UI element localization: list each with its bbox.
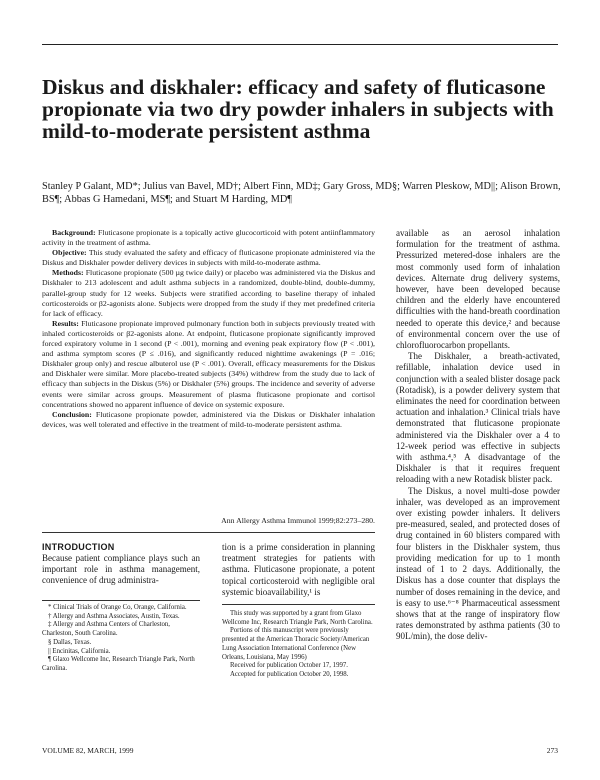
received-date: Received for publication October 17, 1997.: [230, 662, 348, 670]
article-title: Diskus and diskhaler: efficacy and safety of fluticasone propionate via two dry powder inhalers in subjects with mild-to-moderate persistent asthma: [42, 75, 554, 143]
background-label: Background:: [52, 228, 96, 237]
journal-citation: Ann Allergy Asthma Immunol 1999;82:273–280.: [221, 516, 375, 525]
abstract-rule: [42, 532, 375, 533]
body-paragraph: The Diskhaler, a breath-activated, refillable, inhalation device used in conjunction with a sealed blister dosage pack (Rotadisk), is a powder delivery system that eliminates the need for coordination between actuation and inhalation.³ Clinical trials have demonstrated that fluticasone propionate administered via the Diskhaler over a 4 to 12-week period was effective in subjects with asthma.⁴,⁵ A disadvantage of the Diskhaler is that it requires frequent reloading with a new Rotadisk blister pack.: [396, 351, 560, 485]
funding-notes: [222, 610, 375, 680]
affiliation-note: † Allergy and Asthma Associates, Austin, Texas.: [48, 612, 180, 620]
objective-label: Objective:: [52, 248, 87, 258]
abstract-methods: [42, 268, 375, 318]
methods-text: Fluticasone propionate (500 µg twice daily) or placebo was administered via the Diskus and Diskhaler to 213 adolescent and adult asthma subjects in a randomized, double-blind, double-dummy, parallel-group study for 12 weeks. Subjects were stratified according to baseline therapy of inhaled corticosteroids or β2-agonists alone. Subjects were dropped from the study if they met predefined criteria for lack of efficacy.: [42, 268, 375, 318]
abstract-background: [42, 228, 375, 248]
top-rule: [42, 44, 558, 45]
results-label: Results:: [52, 318, 79, 328]
body-paragraph: available as an aerosol inhalation formulation for the treatment of asthma. Pressurized metered-dose inhalers are the most commonly used form of inhalation devices. Alternate drug delivery systems, however, have been developed because children and the elderly have encountered difficulties with the hand-breath coordination needed to operate this device,² and because of environmental concern over the use of chlorofluorocarbon propellants.: [396, 228, 560, 351]
affiliation-rule: [42, 600, 200, 601]
body-right-column: [396, 228, 560, 643]
accepted-date: Accepted for publication October 20, 1998.: [230, 670, 349, 678]
affiliation-note: || Encinitas, California.: [48, 647, 111, 655]
body-paragraph: The Diskus, a novel multi-dose powder inhaler, was developed as an improvement over existing powder inhalers. It delivers pre-measured, sealed, and protected doses of drug contained in 60 blisters compared with four blisters in the Diskhaler system, thus providing medication for up to 1 month instead of 1 to 2 days. Additionally, the Diskus has a dose counter that displays the number of doses remaining in the device, and is easy to use.⁶⁻⁸ Pharmaceutical assessment shows that at the range of inspiratory flow rates demonstrated by asthma patients (30 to 90L/min), the dose deliv-: [396, 485, 560, 642]
affiliation-note: § Dallas, Texas.: [48, 638, 92, 646]
background-text: Fluticasone propionate is a topically active glucocorticoid with potent antiinflammatory activity in the treatment of asthma.: [42, 228, 376, 248]
abstract: [42, 228, 375, 430]
presentation-note: Portions of this manuscript were previously presented at the American Thoracic Society/American Lung Association International Conference (New Orleans, Louisiana, May 1996): [222, 627, 370, 661]
methods-label: Methods:: [52, 268, 84, 278]
funding-rule: [222, 604, 375, 605]
objective-text: This study evaluated the safety and efficacy of fluticasone propionate administered via the Diskus and Diskhaler powder delivery devices in subjects with mild-to-moderate asthma.: [42, 248, 375, 268]
volume-info: VOLUME 82, MARCH, 1999: [42, 746, 134, 755]
results-text: Fluticasone propionate improved pulmonary function both in subjects previously treated with inhaled corticosteroids or β2-agonists alone. At endpoint, fluticasone propionate significantly improved forced expiratory volume in 1 second (P < .001), morning and evening peak expiratory flow (P < .001), and asthma symptom scores (P ≤ .016), and significantly reduced nighttime awakenings (P = .016; Diskhaler group only) and rescue albuterol use (P < .001). Overall, efficacy measurements for the Diskus and Diskhaler were similar. More placebo-treated subjects (34%) withdrew from the study due to lack of efficacy than subjects in the Diskus (5%) or Diskhaler (5%) groups. The incidence and severity of adverse events were similar across groups. Measurement of plasma fluticasone propionate and cortisol concentrations showed no apparent influence of device on systemic exposure.: [42, 318, 375, 409]
affiliation-note: ¶ Glaxo Wellcome Inc, Research Triangle Park, North Carolina.: [42, 656, 195, 672]
conclusion-text: Fluticasone propionate powder, administered via the Diskus or Diskhaler inhalation devices, was well tolerated and effective in the treatment of mild-to-moderate persistent asthma.: [42, 409, 375, 429]
abstract-conclusion: [42, 410, 375, 430]
intro-text-a: Because patient compliance plays such an important role in asthma management, convenience of drug administra-: [42, 553, 200, 586]
affiliation-footnotes: [42, 604, 200, 674]
intro-text-b: tion is a prime consideration in planning treatment strategies for patients with asthma. Fluticasone propionate, a potent topical corticosteroid with negligible oral systemic bioavailability,¹ is: [222, 542, 375, 597]
affiliation-note: * Clinical Trials of Orange Co, Orange, California.: [48, 604, 187, 611]
funding-note: This study was supported by a grant from Glaxo Wellcome Inc, Research Triangle Park, North Carolina.: [222, 610, 373, 626]
intro-column-a: [42, 553, 200, 587]
page-number: 273: [546, 746, 558, 755]
author-list: Stanley P Galant, MD*; Julius van Bavel, MD†; Albert Finn, MD‡; Gary Gross, MD§; Warren Pleskow, MD||; Alison Brown, BS¶; Abbas G Hamedani, MS¶; and Stuart M Harding, MD¶: [42, 181, 561, 205]
intro-column-b: [222, 542, 375, 598]
affiliation-note: ‡ Allergy and Asthma Centers of Charleston, Charleston, South Carolina.: [42, 621, 171, 638]
abstract-results: [42, 319, 375, 410]
abstract-objective: [42, 248, 375, 268]
introduction-heading: INTRODUCTION: [42, 542, 115, 552]
conclusion-label: Conclusion:: [52, 409, 92, 419]
